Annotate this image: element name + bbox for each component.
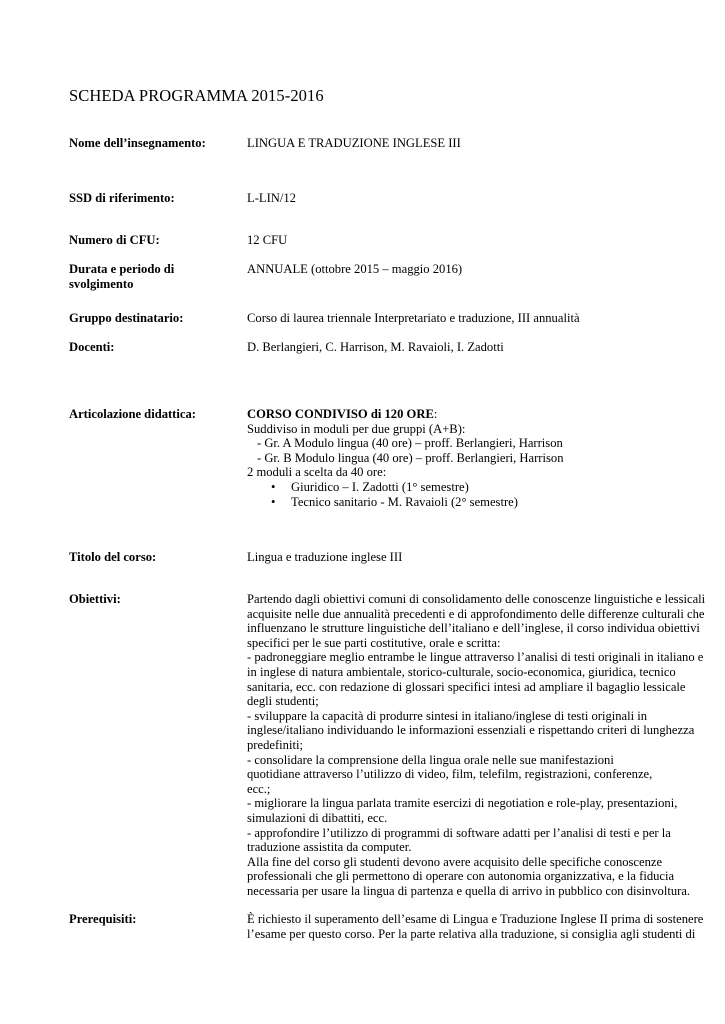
label-docenti: Docenti: <box>69 340 115 354</box>
label-obiettivi: Obiettivi: <box>69 592 121 606</box>
obiettivi-line: - sviluppare la capacità di produrre sintesi in italiano/inglese di testi originali in <box>247 708 648 723</box>
articolazione-group: - Gr. B Modulo lingua (40 ore) – proff. Berlangieri, Harrison <box>257 450 564 465</box>
articolazione-intro: Suddiviso in moduli per due gruppi (A+B): <box>247 421 466 436</box>
obiettivi-line: acquisite nelle due annualità precedenti e di approfondimento delle differenze culturali che <box>247 606 705 621</box>
obiettivi-line: ecc.; <box>247 781 271 796</box>
value-articolazione <box>247 407 692 509</box>
articolazione-bullet-item <box>247 495 692 510</box>
obiettivi-line: Alla fine del corso gli studenti devono avere acquisito delle specifiche conoscenze <box>247 854 663 869</box>
obiettivi-line: - approfondire l’utilizzo di programmi di software adatti per l’analisi di testi e per la <box>247 825 671 840</box>
value-durata: ANNUALE (ottobre 2015 – maggio 2016) <box>247 262 463 276</box>
articolazione-bullet-item <box>247 480 692 495</box>
label-durata-line: svolgimento <box>69 276 134 291</box>
value-titolo: Lingua e traduzione inglese III <box>247 550 403 564</box>
label-nome-insegnamento: Nome dell’insegnamento: <box>69 136 206 150</box>
value-cfu: 12 CFU <box>247 233 288 247</box>
bullet-text: Tecnico sanitario - M. Ravaioli (2° semestre) <box>291 494 518 509</box>
articolazione-heading-suffix: : <box>433 407 438 421</box>
label-durata <box>69 262 174 291</box>
obiettivi-line: - consolidare la comprensione della lingua orale nelle sue manifestazioni <box>247 752 614 767</box>
value-prerequisiti <box>247 912 704 941</box>
articolazione-heading-line <box>247 407 692 422</box>
label-prerequisiti: Prerequisiti: <box>69 912 137 926</box>
bullet-icon: • <box>271 494 276 509</box>
value-obiettivi <box>247 592 706 898</box>
obiettivi-line: - padroneggiare meglio entrambe le lingue attraverso l’analisi di testi originali in italiano e <box>247 650 704 665</box>
bullet-text: Giuridico – I. Zadotti (1° semestre) <box>291 479 469 494</box>
label-ssd: SSD di riferimento: <box>69 191 175 205</box>
articolazione-group: - Gr. A Modulo lingua (40 ore) – proff. Berlangieri, Harrison <box>257 436 563 451</box>
obiettivi-line: predefiniti; <box>247 737 303 752</box>
obiettivi-line: inglese/italiano individuando le informazioni essenziali e rispettando criteri di lunghezza <box>247 723 695 738</box>
label-gruppo: Gruppo destinatario: <box>69 311 184 325</box>
obiettivi-line: professionali che gli permettono di operare con autonomia organizzativa, e la fiducia <box>247 869 675 884</box>
value-gruppo: Corso di laurea triennale Interpretariato e traduzione, III annualità <box>247 311 580 325</box>
label-titolo: Titolo del corso: <box>69 550 157 564</box>
obiettivi-line: in inglese di natura ambientale, storico-culturale, socio-economica, giuridica, tecnico <box>247 664 676 679</box>
prerequisiti-line: È richiesto il superamento dell’esame di Lingua e Traduzione Inglese II prima di sostenere <box>247 912 704 926</box>
value-ssd: L-LIN/12 <box>247 191 296 205</box>
obiettivi-line: degli studenti; <box>247 694 319 709</box>
label-durata-line: Durata e periodo di <box>69 262 175 276</box>
label-articolazione: Articolazione didattica: <box>69 407 196 421</box>
articolazione-modules-intro: 2 moduli a scelta da 40 ore: <box>247 465 387 480</box>
prerequisiti-line: l’esame per questo corso. Per la parte relativa alla traduzione, si consiglia agli studenti di <box>247 926 696 941</box>
obiettivi-line: quotidiane attraverso l’utilizzo di video, film, telefilm, registrazioni, conferenze, <box>247 767 653 782</box>
obiettivi-line: Partendo dagli obiettivi comuni di consolidamento delle conoscenze linguistiche e lessicali <box>247 592 706 606</box>
value-docenti: D. Berlangieri, C. Harrison, M. Ravaioli, I. Zadotti <box>247 340 504 354</box>
obiettivi-line: simulazioni di dibattiti, ecc. <box>247 810 388 825</box>
obiettivi-line: traduzione assistita da computer. <box>247 840 412 855</box>
obiettivi-line: influenzano le strutture linguistiche dell’italiano e dell’inglese, il corso individua obiettivi <box>247 621 700 636</box>
obiettivi-line: sanitaria, ecc. con redazione di glossari specifici intesi ad ampliare il bagaglio lessicale <box>247 679 686 694</box>
bullet-icon: • <box>271 479 276 494</box>
label-cfu: Numero di CFU: <box>69 233 160 247</box>
obiettivi-line: specifici per le sue parti costitutive, orale e scritta: <box>247 635 501 650</box>
articolazione-heading: CORSO CONDIVISO di 120 ORE <box>247 407 434 421</box>
document-title: SCHEDA PROGRAMMA 2015-2016 <box>69 86 324 105</box>
obiettivi-line: necessaria per usare la lingua di partenza e quella di arrivo in pubblico con disinvoltura. <box>247 883 691 898</box>
obiettivi-line: - migliorare la lingua parlata tramite esercizi di negotiation e role-play, presentazioni, <box>247 796 678 811</box>
value-nome-insegnamento: LINGUA E TRADUZIONE INGLESE III <box>247 136 461 150</box>
